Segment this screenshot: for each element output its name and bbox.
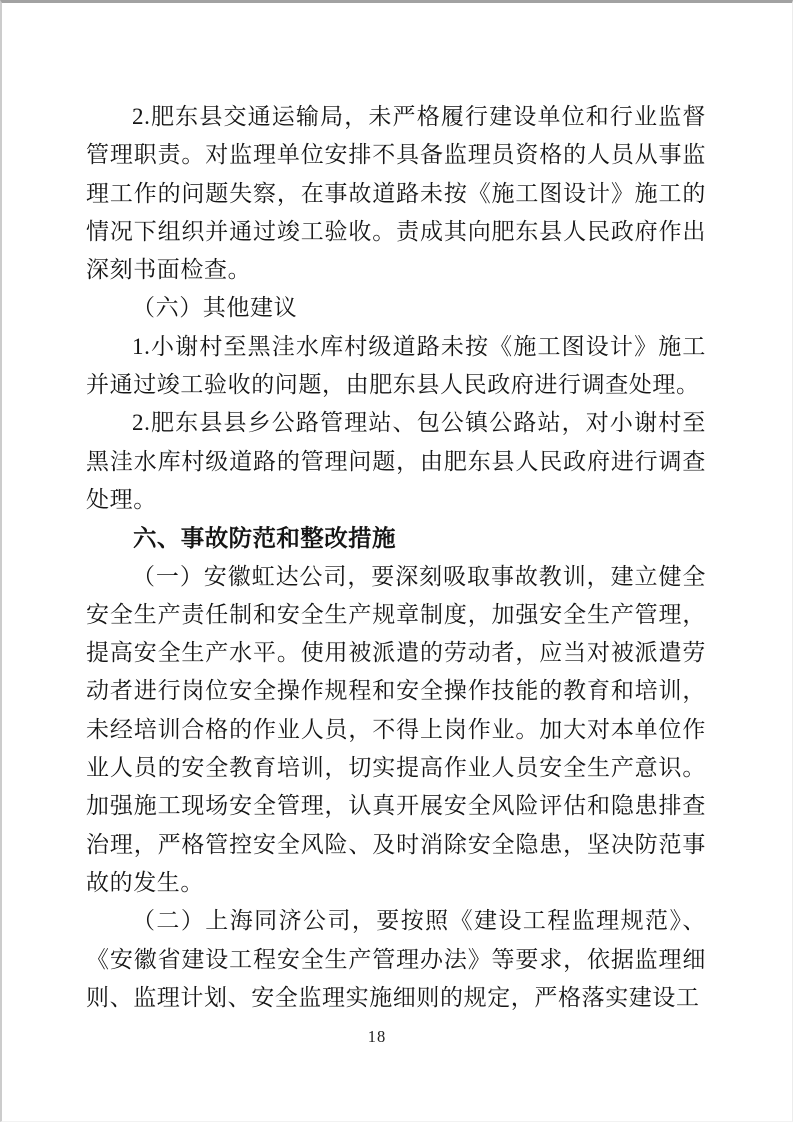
page-number: 18 bbox=[367, 1027, 387, 1046]
paragraph-anhui-hongda-measures: （一）安徽虹达公司，要深刻吸取事故教训，建立健全安全生产责任制和安全生产规章制度，加强安全生产管理，提高安全生产水平。使用被派遣的劳动者，应当对被派遣劳动者进行岗位安全操作规程和安全操作技能的教育和培训，未经培训合格的作业人员，不得上岗作业。加大对本单位作业人员的安全教育培训，切实提高作业人员安全生产意识。加强施工现场安全管理，认真开展安全风险评估和隐患排查治理，严格管控安全风险、及时消除安全隐患，坚决防范事故的发生。 bbox=[86, 563, 706, 895]
section-heading-prevention-measures: 六、事故防范和整改措施 bbox=[133, 525, 396, 552]
paragraph-shanghai-tongji-measures: （二）上海同济公司，要按照《建设工程监理规范》、《安徽省建设工程安全生产管理办法》等要求，依据监理细则、监理计划、安全监理实施细则的规定，严格落实建设工 bbox=[86, 908, 706, 1010]
paragraph-road-management-issue: 2.肥东县县乡公路管理站、包公镇公路站，对小谢村至黑洼水库村级道路的管理问题，由肥东县人民政府进行调查处理。 bbox=[86, 410, 706, 512]
document-content bbox=[86, 98, 706, 1017]
paragraph-road-construction-issue: 1.小谢村至黑洼水库村级道路未按《施工图设计》施工并通过竣工验收的问题，由肥东县人民政府进行调查处理。 bbox=[86, 333, 706, 398]
subheading-other-suggestions: （六）其他建议 bbox=[132, 295, 298, 321]
paragraph-transport-bureau-accountability: 2.肥东县交通运输局，未严格履行建设单位和行业监督管理职责。对监理单位安排不具备监理员资格的人员从事监理工作的问题失察，在事故道路未按《施工图设计》施工的情况下组织并通过竣工验收。责成其向肥东县人民政府作出深刻书面检查。 bbox=[86, 104, 706, 283]
